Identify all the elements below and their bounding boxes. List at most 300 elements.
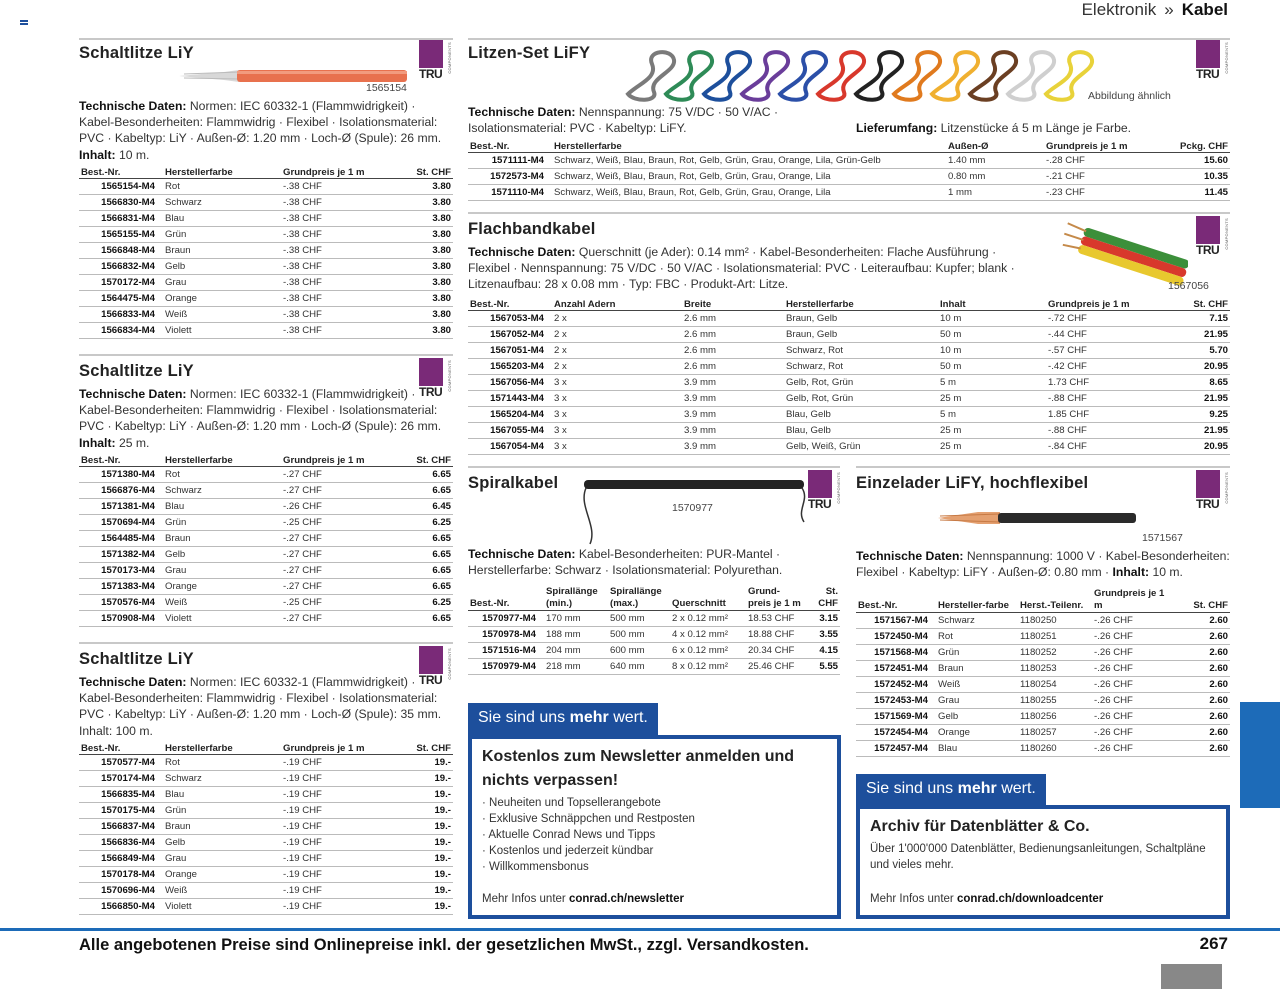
product-table	[468, 580, 840, 675]
table-cell: 2 x	[552, 326, 682, 342]
order-number[interactable]: 1572453-M4	[856, 692, 936, 708]
table-cell: Blau	[163, 210, 281, 226]
table-cell: 19.-	[391, 850, 453, 866]
order-number[interactable]: 1566850-M4	[79, 898, 163, 914]
order-number[interactable]: 1571443-M4	[468, 390, 552, 406]
table-cell: 204 mm	[544, 642, 608, 658]
table-row	[468, 374, 1230, 390]
table-row	[468, 626, 840, 642]
table-cell: 3.80	[391, 290, 453, 306]
table-cell: 600 mm	[608, 642, 670, 658]
order-number[interactable]: 1564475-M4	[79, 290, 163, 306]
table-cell: 21.95	[1166, 390, 1230, 406]
table-cell: 3.80	[391, 242, 453, 258]
table-cell: 1180256	[1018, 708, 1092, 724]
table-cell: 1180255	[1018, 692, 1092, 708]
table-cell: -.38 CHF	[281, 274, 391, 290]
section-schaltlitze-25m	[79, 354, 453, 634]
tru-components-logo: TRU COMPONENTS	[419, 648, 452, 687]
column-header: Pckg. CHF	[1164, 136, 1230, 152]
table-cell: Weiß	[936, 676, 1018, 692]
order-number[interactable]: 1570173-M4	[79, 562, 163, 578]
table-cell: 1.85 CHF	[1046, 406, 1166, 422]
product-table	[79, 450, 453, 627]
product-id-label: 1565154	[366, 82, 407, 94]
table-cell: Orange	[163, 290, 281, 306]
table-cell: 4.15	[804, 642, 840, 658]
promo-text: Über 1'000'000 Datenblätter, Bedienungsanleitungen, Schaltpläne und vieles mehr.	[870, 843, 1206, 871]
breadcrumb	[1082, 0, 1228, 20]
table-cell: 2.6 mm	[682, 310, 784, 326]
column-header: Best.-Nr.	[468, 580, 544, 610]
table-row	[856, 612, 1230, 628]
table-cell: -.38 CHF	[281, 306, 391, 322]
table-row	[856, 692, 1230, 708]
table-cell: 19.-	[391, 770, 453, 786]
footer-disclaimer: Alle angebotenen Preise sind Onlinepreise inkl. der gesetzlichen MwSt., zzgl. Versandkosten.	[79, 936, 809, 954]
table-cell: 19.-	[391, 786, 453, 802]
table-row	[79, 866, 453, 882]
table-cell: 1180254	[1018, 676, 1092, 692]
table-cell: 3.80	[391, 306, 453, 322]
order-number[interactable]: 1564485-M4	[79, 530, 163, 546]
table-cell: 20.34 CHF	[746, 642, 804, 658]
section-flachbandkabel	[468, 212, 1230, 460]
table-cell: -.26 CHF	[1092, 660, 1168, 676]
table-cell: -.27 CHF	[281, 610, 391, 626]
order-number[interactable]: 1567054-M4	[468, 438, 552, 454]
table-cell: Braun, Gelb	[784, 310, 938, 326]
order-number[interactable]: 1571516-M4	[468, 642, 544, 658]
promo-list-item: · Kostenlos und jederzeit kündbar	[482, 845, 654, 857]
table-row	[79, 274, 453, 290]
table-cell: 2.6 mm	[682, 342, 784, 358]
table-row	[856, 740, 1230, 756]
order-number[interactable]: 1572450-M4	[856, 628, 936, 644]
order-number[interactable]: 1572457-M4	[856, 740, 936, 756]
table-cell: Schwarz, Weiß, Blau, Braun, Rot, Gelb, Grün, Grau, Orange, Lila	[552, 168, 946, 184]
table-cell: 25.46 CHF	[746, 658, 804, 674]
table-cell: Blau	[163, 786, 281, 802]
column-header: Herstellerfarbe	[163, 162, 281, 178]
column-header: Herstellerfarbe	[552, 136, 946, 152]
section-title: Schaltlitze LiY	[79, 650, 194, 668]
order-number[interactable]: 1570577-M4	[79, 754, 163, 770]
table-cell: 3.80	[391, 226, 453, 242]
tech-data: Technische Daten: Querschnitt (je Ader): 0.14 mm² · Kabel-Besonderheiten: Flache Ausführung · Flexibel · Nennspannung: 75 V/DC · 50 V/AC · Isolationsmaterial: PVC · Leiteraufbau: Kupfer; blank · Litzenaufbau: 28 x 0.08 mm · Typ: FBC · Produkt-Art: Litze.	[468, 245, 1015, 292]
table-cell: Gelb, Rot, Grün	[784, 374, 938, 390]
table-cell: 2 x	[552, 358, 682, 374]
table-row	[79, 770, 453, 786]
table-cell: Schwarz, Weiß, Blau, Braun, Rot, Gelb, Grün, Grau, Orange, Lila	[552, 184, 946, 200]
table-cell: Gelb	[936, 708, 1018, 724]
promo-footer: Mehr Infos unter conrad.ch/downloadcenter	[870, 893, 1104, 905]
table-row	[79, 210, 453, 226]
tech-data: Technische Daten: Nennspannung: 1000 V · Kabel-Besonderheiten: Flexibel · Kabeltyp: LiFY · Außen-Ø: 0.80 mm · Inhalt: 10 m.	[856, 549, 1230, 580]
tech-data: Technische Daten: Normen: IEC 60332-1 (Flammwidrigkeit) · Kabel-Besonderheiten: Flammwidrig · Flexibel · Isolationsmaterial: PVC · Kabeltyp: LiY · Außen-Ø: 1.20 mm · Loch-Ø (Spule): 26 mm. Inhalt: 10 m.	[79, 99, 442, 162]
table-cell: 10.35	[1164, 168, 1230, 184]
table-cell: -.19 CHF	[281, 770, 391, 786]
table-row	[79, 258, 453, 274]
tru-components-logo: TRU COMPONENTS	[419, 360, 452, 399]
table-cell: -.19 CHF	[281, 754, 391, 770]
section-title: Einzelader LiFY, hochflexibel	[856, 474, 1089, 492]
table-cell: -.27 CHF	[281, 562, 391, 578]
table-row	[79, 466, 453, 482]
table-cell: Gelb	[163, 546, 281, 562]
table-cell: 20.95	[1166, 438, 1230, 454]
order-number[interactable]: 1565155-M4	[79, 226, 163, 242]
table-cell: 3.9 mm	[682, 374, 784, 390]
order-number[interactable]: 1566830-M4	[79, 194, 163, 210]
table-cell: 3.80	[391, 322, 453, 338]
table-cell: 1180260	[1018, 740, 1092, 756]
order-number[interactable]: 1571110-M4	[468, 184, 552, 200]
section-schaltlitze-100m	[79, 642, 453, 922]
column-header: St. CHF	[1168, 582, 1230, 612]
table-cell: 2 x	[552, 342, 682, 358]
table-cell: 500 mm	[608, 610, 670, 626]
category-side-tab[interactable]	[1240, 702, 1280, 808]
order-number[interactable]: 1565204-M4	[468, 406, 552, 422]
section-title: Schaltlitze LiY	[79, 362, 194, 380]
table-cell: 50 m	[938, 326, 1046, 342]
order-number[interactable]: 1571568-M4	[856, 644, 936, 660]
order-number[interactable]: 1567052-M4	[468, 326, 552, 342]
column-header: Grundpreis je 1 m	[1044, 136, 1164, 152]
table-cell: 11.45	[1164, 184, 1230, 200]
table-cell: 3.55	[804, 626, 840, 642]
datasheet-promo[interactable]	[856, 805, 1230, 919]
order-number[interactable]: 1570979-M4	[468, 658, 544, 674]
order-number[interactable]: 1570908-M4	[79, 610, 163, 626]
table-row	[79, 882, 453, 898]
table-cell: 2 x 0.12 mm²	[670, 610, 746, 626]
table-cell: 2.60	[1168, 612, 1230, 628]
wire-set-image	[618, 44, 1118, 104]
order-number[interactable]: 1570174-M4	[79, 770, 163, 786]
table-row	[468, 310, 1230, 326]
table-cell: 8.65	[1166, 374, 1230, 390]
order-number[interactable]: 1572452-M4	[856, 676, 936, 692]
table-cell: 3 x	[552, 374, 682, 390]
promo-list-item: · Neuheiten und Topsellerangebote	[482, 797, 661, 809]
table-cell: Blau, Gelb	[784, 422, 938, 438]
table-cell: 3 x	[552, 390, 682, 406]
product-table	[79, 738, 453, 915]
order-number[interactable]: 1570576-M4	[79, 594, 163, 610]
table-row	[79, 242, 453, 258]
order-number[interactable]: 1572451-M4	[856, 660, 936, 676]
table-cell: 6.65	[391, 530, 453, 546]
section-einzelader	[856, 466, 1230, 762]
order-number[interactable]: 1566836-M4	[79, 834, 163, 850]
column-header: Best.-Nr.	[79, 450, 163, 466]
table-cell: -.27 CHF	[281, 482, 391, 498]
table-cell: 20.95	[1166, 358, 1230, 374]
order-number[interactable]: 1566831-M4	[79, 210, 163, 226]
table-cell: 10 m	[938, 310, 1046, 326]
table-cell: -.38 CHF	[281, 322, 391, 338]
table-row	[468, 184, 1230, 200]
table-cell: Schwarz	[163, 482, 281, 498]
product-table	[468, 294, 1230, 455]
table-cell: -.38 CHF	[281, 258, 391, 274]
table-cell: -.88 CHF	[1046, 422, 1166, 438]
table-cell: Schwarz	[163, 770, 281, 786]
table-cell: 2.60	[1168, 660, 1230, 676]
order-number[interactable]: 1570978-M4	[468, 626, 544, 642]
table-cell: Schwarz	[163, 194, 281, 210]
table-row	[79, 498, 453, 514]
column-header: Best.-Nr.	[856, 582, 936, 612]
column-header: St. CHF	[391, 450, 453, 466]
table-row	[79, 226, 453, 242]
table-cell: 15.60	[1164, 152, 1230, 168]
table-cell: -.26 CHF	[1092, 628, 1168, 644]
table-cell: -.38 CHF	[281, 178, 391, 194]
table-row	[856, 708, 1230, 724]
table-cell: 3 x	[552, 438, 682, 454]
order-number[interactable]: 1567056-M4	[468, 374, 552, 390]
table-row	[856, 660, 1230, 676]
table-cell: Orange	[163, 866, 281, 882]
table-cell: -.23 CHF	[1044, 184, 1164, 200]
order-number[interactable]: 1570178-M4	[79, 866, 163, 882]
table-cell: -.88 CHF	[1046, 390, 1166, 406]
column-header: Best.-Nr.	[79, 162, 163, 178]
order-number[interactable]: 1571569-M4	[856, 708, 936, 724]
table-cell: 3.9 mm	[682, 390, 784, 406]
order-number[interactable]: 1570175-M4	[79, 802, 163, 818]
column-header: St. CHF	[391, 738, 453, 754]
table-cell: 21.95	[1166, 326, 1230, 342]
table-cell: Orange	[936, 724, 1018, 740]
table-row	[856, 644, 1230, 660]
table-cell: -.38 CHF	[281, 210, 391, 226]
table-cell: 4 x 0.12 mm²	[670, 626, 746, 642]
table-cell: 19.-	[391, 802, 453, 818]
order-number[interactable]: 1571567-M4	[856, 612, 936, 628]
order-number[interactable]: 1566848-M4	[79, 242, 163, 258]
table-cell: -.25 CHF	[281, 594, 391, 610]
table-cell: Blau	[163, 498, 281, 514]
order-number[interactable]: 1572454-M4	[856, 724, 936, 740]
newsletter-link[interactable]: conrad.ch/newsletter	[568, 893, 684, 905]
table-row	[79, 322, 453, 338]
order-number[interactable]: 1566835-M4	[79, 786, 163, 802]
column-header: Grundpreis je 1 m	[1046, 294, 1166, 310]
table-cell: -.26 CHF	[281, 498, 391, 514]
column-header: Grundpreis je 1 m	[281, 738, 391, 754]
table-cell: Violett	[163, 898, 281, 914]
order-number[interactable]: 1566837-M4	[79, 818, 163, 834]
product-id-label: 1570977	[672, 502, 713, 514]
table-cell: 19.-	[391, 834, 453, 850]
table-cell: -.19 CHF	[281, 834, 391, 850]
table-cell: 218 mm	[544, 658, 608, 674]
tru-components-logo: TRU COMPONENTS	[1196, 218, 1229, 257]
table-cell: -.27 CHF	[281, 546, 391, 562]
order-number[interactable]: 1565154-M4	[79, 178, 163, 194]
column-header: Hersteller-farbe	[936, 582, 1018, 612]
product-table	[856, 582, 1230, 757]
table-row	[79, 754, 453, 770]
table-cell: 5.55	[804, 658, 840, 674]
order-number[interactable]: 1566876-M4	[79, 482, 163, 498]
tech-data: Technische Daten: Nennspannung: 75 V/DC · 50 V/AC · Isolationsmaterial: PVC · Kabeltyp: LiFY.	[468, 105, 779, 136]
table-cell: Rot	[163, 754, 281, 770]
table-cell: -.26 CHF	[1092, 724, 1168, 740]
order-number[interactable]: 1566849-M4	[79, 850, 163, 866]
section-title: Schaltlitze LiY	[79, 44, 194, 62]
order-number[interactable]: 1566832-M4	[79, 258, 163, 274]
table-cell: 9.25	[1166, 406, 1230, 422]
tech-data: Technische Daten: Normen: IEC 60332-1 (Flammwidrigkeit) · Kabel-Besonderheiten: Flammwidrig · Flexibel · Isolationsmaterial: PVC · Kabeltyp: LiY · Außen-Ø: 1.20 mm · Loch-Ø (Spule): 35 mm. Inhalt: 100 m.	[79, 675, 442, 738]
table-cell: Rot	[163, 178, 281, 194]
order-number[interactable]: 1567055-M4	[468, 422, 552, 438]
table-cell: 1.40 mm	[946, 152, 1044, 168]
breadcrumb-category[interactable]: Elektronik	[1081, 0, 1157, 19]
product-table	[79, 162, 453, 339]
section-spiralkabel	[468, 466, 840, 696]
table-cell: Weiß	[163, 882, 281, 898]
order-number[interactable]: 1567053-M4	[468, 310, 552, 326]
table-cell: Blau, Gelb	[784, 406, 938, 422]
table-cell: 19.-	[391, 818, 453, 834]
table-cell: 170 mm	[544, 610, 608, 626]
table-cell: 21.95	[1166, 422, 1230, 438]
order-number[interactable]: 1571381-M4	[79, 498, 163, 514]
table-row	[468, 438, 1230, 454]
section-title: Flachbandkabel	[468, 220, 596, 238]
table-cell: 19.-	[391, 898, 453, 914]
table-cell: Grün	[163, 514, 281, 530]
column-header: Querschnitt	[670, 580, 746, 610]
table-cell: 3.80	[391, 178, 453, 194]
table-cell: 2.60	[1168, 724, 1230, 740]
section-schaltlitze-10m	[79, 38, 453, 344]
section-litzen-set	[468, 38, 1230, 203]
table-cell: -.27 CHF	[281, 578, 391, 594]
table-cell: 6.25	[391, 594, 453, 610]
table-row	[79, 178, 453, 194]
table-cell: 1180257	[1018, 724, 1092, 740]
table-cell: 5 m	[938, 406, 1046, 422]
downloadcenter-link[interactable]: conrad.ch/downloadcenter	[956, 893, 1104, 905]
table-cell: 2.60	[1168, 628, 1230, 644]
tru-components-logo: TRU COMPONENTS	[1196, 42, 1229, 81]
table-cell: 18.88 CHF	[746, 626, 804, 642]
table-cell: 3.80	[391, 194, 453, 210]
column-header: Anzahl Adern	[552, 294, 682, 310]
table-cell: -.26 CHF	[1092, 692, 1168, 708]
table-cell: 25 m	[938, 390, 1046, 406]
table-cell: -.44 CHF	[1046, 326, 1166, 342]
table-cell: -.26 CHF	[1092, 708, 1168, 724]
table-cell: Grün	[163, 802, 281, 818]
table-cell: 3.80	[391, 258, 453, 274]
order-number[interactable]: 1570696-M4	[79, 882, 163, 898]
table-row	[468, 658, 840, 674]
tech-data: Technische Daten: Kabel-Besonderheiten: PUR-Mantel · Herstellerfarbe: Schwarz · Isolationsmaterial: Polyurethan.	[468, 547, 783, 578]
table-row	[856, 676, 1230, 692]
table-cell: -.19 CHF	[281, 818, 391, 834]
column-header: Inhalt	[938, 294, 1046, 310]
table-cell: Rot	[163, 466, 281, 482]
table-cell: 3.15	[804, 610, 840, 626]
order-number[interactable]: 1570172-M4	[79, 274, 163, 290]
table-cell: -.38 CHF	[281, 242, 391, 258]
table-cell: -.84 CHF	[1046, 438, 1166, 454]
product-table	[468, 136, 1230, 201]
table-cell: -.19 CHF	[281, 898, 391, 914]
table-row	[468, 358, 1230, 374]
table-cell: 2.60	[1168, 644, 1230, 660]
image-note: Abbildung ähnlich	[1088, 90, 1171, 102]
table-cell: 3 x	[552, 406, 682, 422]
table-row	[79, 306, 453, 322]
product-id-label: 1567056	[1168, 280, 1209, 292]
section-title: Litzen-Set LiFY	[468, 44, 591, 62]
order-number[interactable]: 1570977-M4	[468, 610, 544, 626]
column-header: Spirallänge (max.)	[608, 580, 670, 610]
order-number[interactable]: 1567051-M4	[468, 342, 552, 358]
page-number: 267	[1199, 934, 1228, 953]
table-cell: Gelb	[163, 834, 281, 850]
table-cell: 640 mm	[608, 658, 670, 674]
column-header: Grundpreis je 1 m	[281, 162, 391, 178]
table-cell: 1180250	[1018, 612, 1092, 628]
order-number[interactable]: 1571382-M4	[79, 546, 163, 562]
order-number[interactable]: 1565203-M4	[468, 358, 552, 374]
product-id-label: 1571567	[1142, 532, 1183, 544]
table-cell: Gelb, Weiß, Grün	[784, 438, 938, 454]
order-number[interactable]: 1571383-M4	[79, 578, 163, 594]
order-number[interactable]: 1571380-M4	[79, 466, 163, 482]
table-cell: 6.65	[391, 578, 453, 594]
order-number[interactable]: 1571111-M4	[468, 152, 552, 168]
table-cell: Grün	[163, 226, 281, 242]
table-row	[468, 152, 1230, 168]
table-row	[79, 482, 453, 498]
table-cell: -.26 CHF	[1092, 644, 1168, 660]
page-marker	[1161, 964, 1222, 989]
table-cell: 7.15	[1166, 310, 1230, 326]
table-cell: 2.60	[1168, 676, 1230, 692]
table-cell: 3.9 mm	[682, 438, 784, 454]
tech-data: Technische Daten: Normen: IEC 60332-1 (Flammwidrigkeit) · Kabel-Besonderheiten: Flammwidrig · Flexibel · Isolationsmaterial: PVC · Kabeltyp: LiY · Außen-Ø: 1.20 mm · Loch-Ø (Spule): 26 mm. Inhalt: 25 m.	[79, 387, 442, 450]
column-header: Herstellerfarbe	[163, 738, 281, 754]
table-row	[79, 194, 453, 210]
order-number[interactable]: 1566834-M4	[79, 322, 163, 338]
table-cell: Grau	[163, 274, 281, 290]
newsletter-promo[interactable]	[468, 735, 841, 919]
order-number[interactable]: 1566833-M4	[79, 306, 163, 322]
table-cell: -.27 CHF	[281, 530, 391, 546]
column-header: Best.-Nr.	[468, 294, 552, 310]
table-cell: 2.60	[1168, 692, 1230, 708]
tru-components-logo: TRU COMPONENTS	[419, 42, 452, 81]
table-cell: -.38 CHF	[281, 226, 391, 242]
table-cell: 3.9 mm	[682, 422, 784, 438]
order-number[interactable]: 1570694-M4	[79, 514, 163, 530]
single-wire-image	[938, 508, 1138, 528]
order-number[interactable]: 1572573-M4	[468, 168, 552, 184]
table-cell: Gelb	[163, 258, 281, 274]
table-cell: 3.80	[391, 210, 453, 226]
table-cell: 2.60	[1168, 708, 1230, 724]
